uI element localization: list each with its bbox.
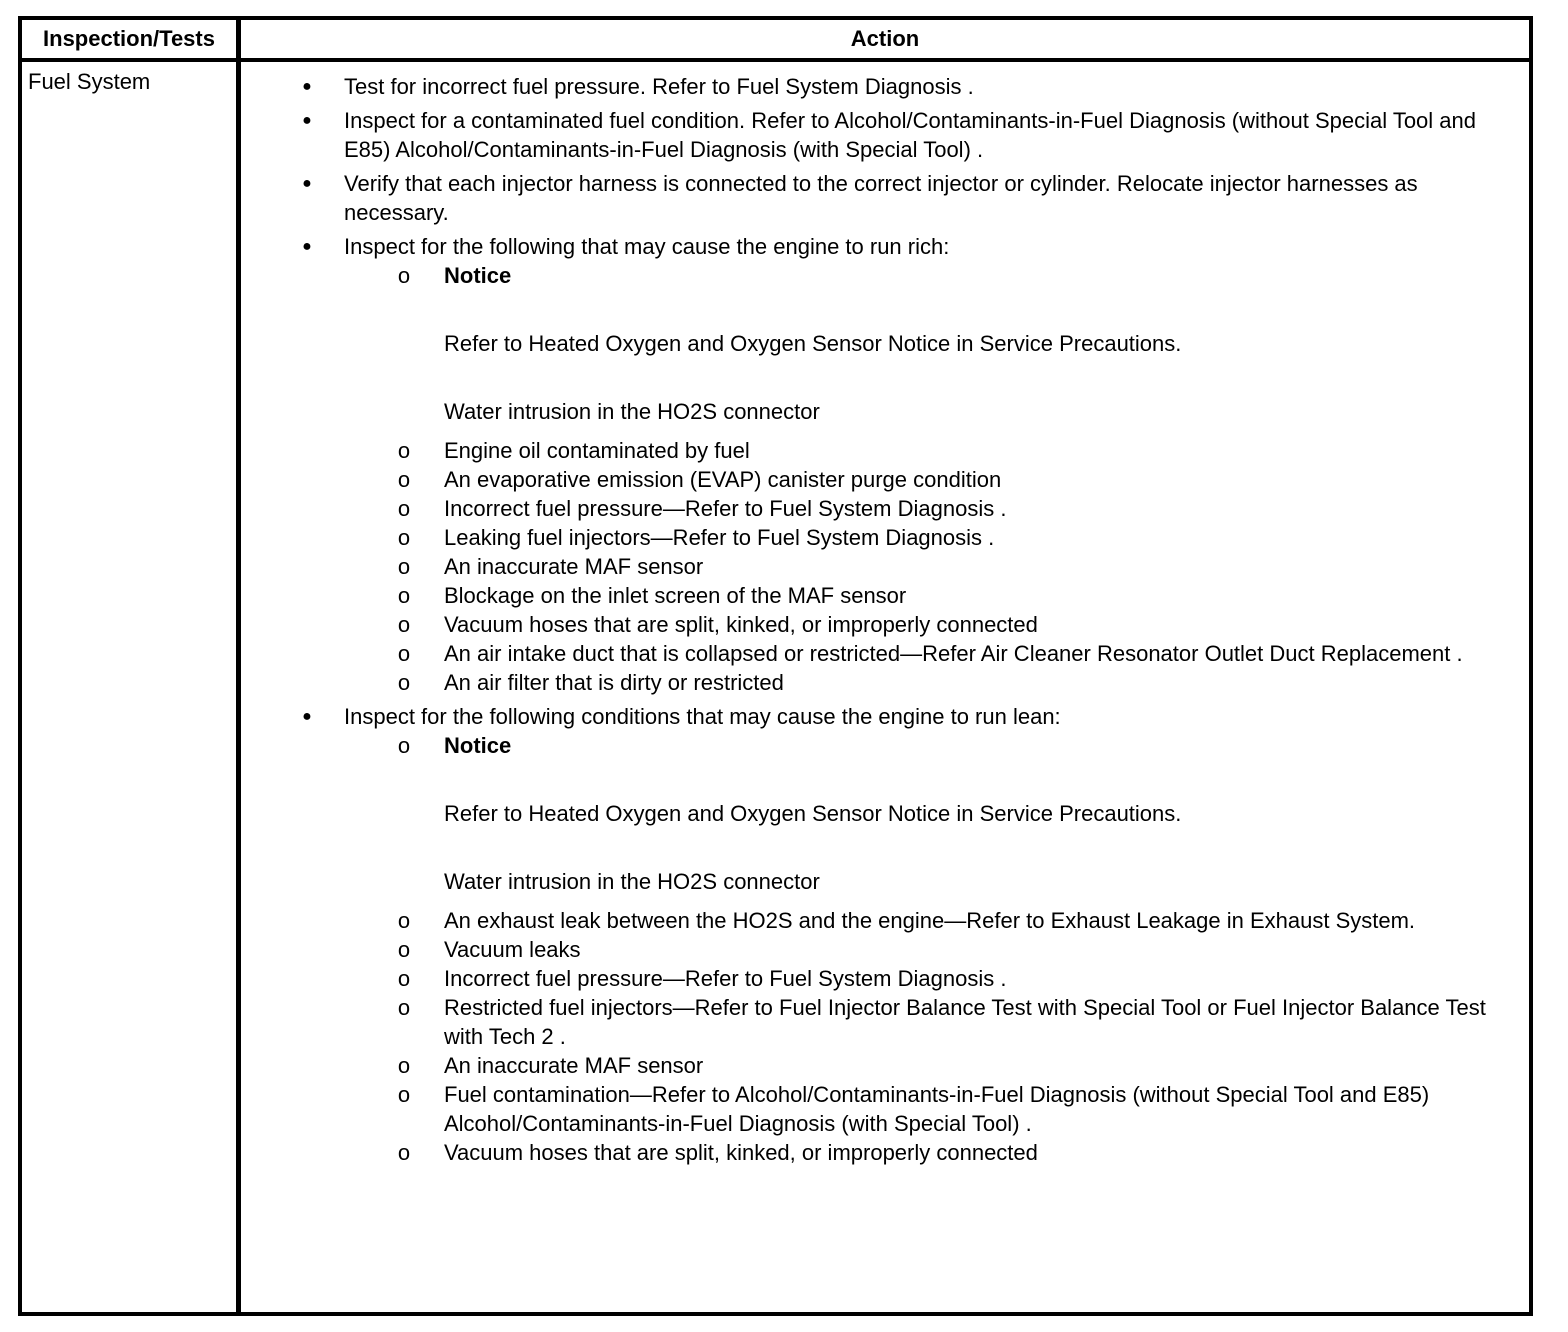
circle-bullet-icon: o <box>397 1140 411 1165</box>
sub-item <box>241 610 1509 639</box>
sub-item-text: Vacuum hoses that are split, kinked, or improperly connected <box>444 612 1038 637</box>
notice-item-text: Water intrusion in the HO2S connector <box>444 399 820 424</box>
circle-bullet-icon: o <box>397 908 411 933</box>
circle-bullet-icon: o <box>397 438 411 463</box>
action-list <box>241 72 1509 1167</box>
bullet-icon: ● <box>302 78 312 95</box>
list-item-run-lean <box>241 702 1509 1167</box>
notice-body: Refer to Heated Oxygen and Oxygen Sensor Notice in Service Precautions. <box>444 801 1182 826</box>
sub-item <box>241 552 1509 581</box>
sub-item <box>241 523 1509 552</box>
sub-item <box>241 581 1509 610</box>
inspection-table <box>18 16 1533 1316</box>
row-label-fuel-system: Fuel System <box>22 62 241 1312</box>
header-action: Action <box>241 20 1529 62</box>
circle-bullet-icon: o <box>397 612 411 637</box>
list-item-text: Inspect for a contaminated fuel condition. Refer to Alcohol/Contaminants-in-Fuel Diagnosis (without Special Tool and E85) Alcohol/Contaminants-in-Fuel Diagnosis (with Special Tool) . <box>344 108 1477 162</box>
action-cell <box>241 62 1529 1312</box>
sub-item <box>241 1138 1509 1167</box>
circle-bullet-icon: o <box>397 1082 411 1107</box>
sub-item-text: An evaporative emission (EVAP) canister purge condition <box>444 467 1002 492</box>
circle-bullet-icon: o <box>397 554 411 579</box>
circle-bullet-icon: o <box>397 1053 411 1078</box>
sub-item <box>241 436 1509 465</box>
sub-item-text: Fuel contamination—Refer to Alcohol/Contaminants-in-Fuel Diagnosis (without Special Tool and E85) Alcohol/Contaminants-in-Fuel Diagnosis (with Special Tool) . <box>444 1082 1430 1136</box>
header-inspection-tests: Inspection/Tests <box>22 20 241 62</box>
sub-item-text: Vacuum leaks <box>444 937 581 962</box>
sub-item <box>241 964 1509 993</box>
circle-bullet-icon: o <box>397 496 411 521</box>
notice-title: Notice <box>444 733 512 758</box>
sub-item-text: An exhaust leak between the HO2S and the engine—Refer to Exhaust Leakage in Exhaust System. <box>444 908 1416 933</box>
list-item-run-rich <box>241 232 1509 697</box>
bullet-icon: ● <box>302 238 312 255</box>
sublist-lean <box>344 731 1509 1167</box>
sub-item-text: An air intake duct that is collapsed or restricted—Refer Air Cleaner Resonator Outlet Duct Replacement . <box>444 641 1463 666</box>
circle-bullet-icon: o <box>397 583 411 608</box>
sub-item-text: An inaccurate MAF sensor <box>444 1053 704 1078</box>
sub-item <box>241 906 1509 935</box>
list-item <box>241 72 1509 101</box>
notice-item <box>241 731 1509 906</box>
list-item-text: Verify that each injector harness is connected to the correct injector or cylinder. Relocate injector harnesses as necessary. <box>344 171 1418 225</box>
bullet-icon: ● <box>302 175 312 192</box>
sub-item-text: Engine oil contaminated by fuel <box>444 438 750 463</box>
sub-item-text: An inaccurate MAF sensor <box>444 554 704 579</box>
list-item-text: Test for incorrect fuel pressure. Refer to Fuel System Diagnosis . <box>344 74 974 99</box>
sub-item-text: Restricted fuel injectors—Refer to Fuel Injector Balance Test with Special Tool or Fuel Injector Balance Test with Tech 2 . <box>444 995 1486 1049</box>
sub-item <box>241 1051 1509 1080</box>
sub-item-text: Leaking fuel injectors—Refer to Fuel System Diagnosis . <box>444 525 995 550</box>
sub-item <box>241 993 1509 1051</box>
list-item <box>241 106 1509 164</box>
circle-bullet-icon: o <box>397 937 411 962</box>
bullet-icon: ● <box>302 112 312 129</box>
circle-bullet-icon: o <box>397 641 411 666</box>
sub-item-text: Blockage on the inlet screen of the MAF sensor <box>444 583 907 608</box>
notice-item-text: Water intrusion in the HO2S connector <box>444 869 820 894</box>
sub-item-text: Incorrect fuel pressure—Refer to Fuel System Diagnosis . <box>444 966 1007 991</box>
circle-bullet-icon: o <box>397 733 411 758</box>
circle-bullet-icon: o <box>397 670 411 695</box>
sub-item-text: Incorrect fuel pressure—Refer to Fuel System Diagnosis . <box>444 496 1007 521</box>
sub-item <box>241 494 1509 523</box>
sub-item <box>241 1080 1509 1138</box>
notice-body: Refer to Heated Oxygen and Oxygen Sensor Notice in Service Precautions. <box>444 331 1182 356</box>
circle-bullet-icon: o <box>397 966 411 991</box>
sub-item <box>241 935 1509 964</box>
sub-item <box>241 465 1509 494</box>
notice-title: Notice <box>444 263 512 288</box>
sub-item-text: An air filter that is dirty or restricted <box>444 670 784 695</box>
notice-item <box>241 261 1509 436</box>
sub-item <box>241 639 1509 668</box>
circle-bullet-icon: o <box>397 263 411 288</box>
sub-item-text: Vacuum hoses that are split, kinked, or improperly connected <box>444 1140 1038 1165</box>
sub-item <box>241 668 1509 697</box>
sublist-rich <box>344 261 1509 697</box>
list-item <box>241 169 1509 227</box>
circle-bullet-icon: o <box>397 995 411 1020</box>
list-item-text: Inspect for the following conditions that may cause the engine to run lean: <box>344 704 1061 729</box>
bullet-icon: ● <box>302 708 312 725</box>
circle-bullet-icon: o <box>397 467 411 492</box>
list-item-text: Inspect for the following that may cause the engine to run rich: <box>344 234 950 259</box>
circle-bullet-icon: o <box>397 525 411 550</box>
